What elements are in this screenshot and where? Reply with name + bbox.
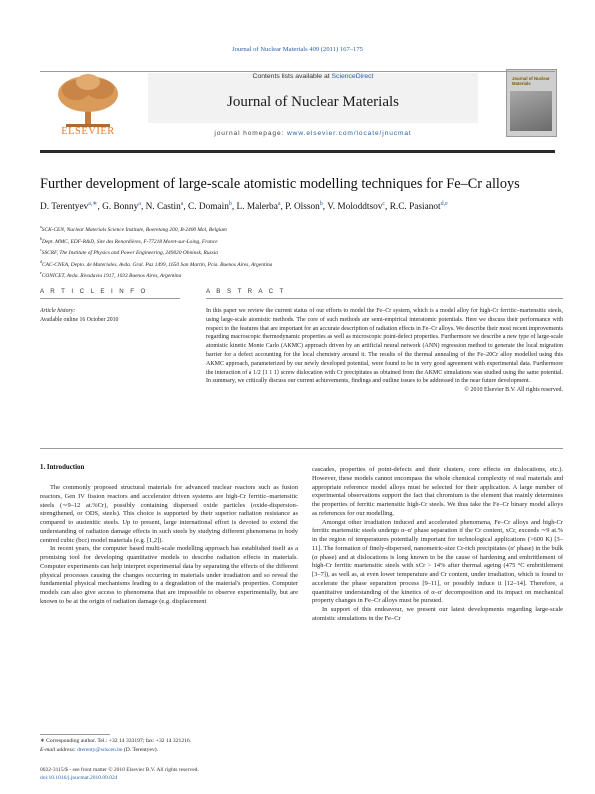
left-column [40, 484, 298, 607]
affiliation-key: c [40, 247, 42, 252]
bottom-meta [40, 766, 300, 783]
affiliation-item [40, 258, 540, 270]
affiliation-text: CONICET, Avda. Rivadavia 1917, 1033 Buenos Aires, Argentina [41, 272, 182, 279]
affiliation-text: Dept. MMC, EDF-R&D, Site des Renardières, F-77218 Moret-sur-Loing, France [42, 238, 218, 245]
article-info [40, 307, 180, 324]
author-name[interactable]: L. Malerba [236, 202, 278, 213]
body-paragraph: Amongst other irradiation induced and accelerated phenomena, Fe–Cr alloys and high-Cr ferritic martensitic steels undergo α–α′ phase separation if the Cr content, xCr, exceeds ∼9 at.% in the region of temperatures potentially important for technological applications (>600 K) [3–11]. The formation of finely-dispersed, nanometric-size Cr-rich precipitates (α′ phase) in the bulk (α phase) and at dislocations is long known to be the cause of hardening and embrittlement of high-Cr ferritic martensitic steels with xCr > 14% after thermal ageing (475 °C embrittlement [3–7]), as well as, at even lower temperature and Cr content, under irradiation, which is found to accelerate the phase separation process [9–11], or possibly induce it [12–14]. Therefore, a quantitative understanding of the kinetics of α–α′ decomposition and its impact on mechanical property changes in Fe–Cr alloys must be pursued. [312, 518, 563, 605]
email-link[interactable]: dterenty@sckcen.be [77, 746, 123, 753]
author-name[interactable]: V. Moloddtsov [327, 202, 383, 213]
author-name[interactable]: G. Bonny [102, 202, 139, 213]
abstract-body [206, 307, 563, 395]
author-affil-marker[interactable]: a [138, 201, 141, 207]
author-name[interactable]: R.C. Pasianot [389, 202, 441, 213]
author-affil-marker[interactable]: d,e [440, 201, 448, 207]
affiliation-list [40, 223, 540, 281]
email-line [40, 746, 300, 755]
journal-cover-title: Journal of Nuclear Materials [512, 76, 550, 86]
doi-link[interactable]: doi:10.1016/j.jnucmat.2010.09.024 [40, 775, 118, 782]
author-name[interactable]: D. Terentyev [40, 202, 89, 213]
issn-line: 0022-3115/$ - see front matter © 2010 Elsevier B.V. All rights reserved. [40, 767, 199, 773]
contents-prefix: Contents lists available at [252, 73, 332, 80]
author-name[interactable]: C. Domain [188, 202, 229, 213]
footnote [40, 737, 300, 754]
affiliation-key: a [40, 224, 42, 229]
sciencedirect-link[interactable]: ScienceDirect [331, 73, 374, 80]
contents-line [148, 73, 478, 80]
affiliation-item [40, 223, 540, 235]
affiliation-text: CAC-CNEA, Depto. de Materiales, Avda. Gral. Paz 1499, 1650 San Martín, Pcia. Buenos Aires, Argentina [42, 261, 273, 268]
author-affil-marker[interactable]: a [180, 201, 184, 207]
elsevier-wordmark: ELSEVIER [61, 126, 115, 137]
author-affil-marker[interactable]: b [228, 201, 232, 207]
journal-citation[interactable]: Journal of Nuclear Materials 409 (2011) 167–175 [232, 46, 363, 53]
affiliation-key: d [40, 258, 42, 264]
abstract-rule [206, 298, 563, 299]
affiliation-key: b [40, 235, 42, 241]
affiliation-text: SCK-CEN, Nuclear Materials Science Institute, Boeretang 200, B-2400 Mol, Belgium [41, 226, 227, 233]
affiliation-item [40, 269, 540, 281]
author-list: D. Terentyev$^{a,∗}$, G. Bonny$^a$, N. Castin$^a$, C. Domain$^b$, L. Malerba$^a$, P. Olsson$^b$, V. Moloddtsov$^c$, R.C. Pasianot$^{d,e}$ [40, 201, 448, 213]
body-paragraph: The commonly proposed structural materials for advanced nuclear reactors such as fusion reactors, Gen IV fission reactors and accelerator driven systems are high-Cr ferritic–martensitic steels (∼9–12 at.%Cr), possibly containing dispersed oxide particles (oxide-dispersion-strengthened, or ODS, steels). This choice is supported by their superior radiation resistance as compared to austenitic steels. Up to present, large international effort is devoted to extend the understanding of radiation damage effects in such steels by studying different phenomena in body centred cubic (bcc) model materials (e.g. [1,2]). [40, 484, 298, 544]
article-title: Further development of large-scale atomistic modelling techniques for Fe–Cr alloys [40, 176, 520, 192]
article-info-rule [40, 298, 180, 299]
homepage-prefix: journal homepage: [214, 130, 287, 137]
author-affil-marker[interactable]: a [277, 201, 281, 207]
affiliation-item [40, 246, 540, 258]
article-info-label: A R T I C L E I N F O [40, 288, 148, 295]
body-paragraph: In recent years, the computer based multi-scale modelling approach has established itself as a promising tool for developing quantitative models to describe radiation effects in materials. Computer experiments can help interpret experimental data by separating the effects of the different physical processes causing the changes occurring in materials under irradiation and so reveal the fundamental physical mechanisms leading to a degradation of the material's properties. Computer models can also give access to phenomena that are impossible to observe experimentally, but are known to be at the origin of radiation damage (e.g. displacement [40, 545, 298, 605]
email-suffix: (D. Terentyev). [122, 746, 159, 753]
copyright-notice: © 2010 Elsevier B.V. All rights reserved. [464, 387, 563, 394]
footnote-rule [40, 734, 110, 735]
abstract-label: A B S T R A C T [206, 288, 286, 295]
journal-homepage [148, 130, 478, 137]
article-history-label: Article history: [40, 308, 76, 314]
right-column [312, 466, 563, 624]
article-history-value: Available online 16 October 2010 [40, 316, 119, 323]
author-affil-marker[interactable]: b [319, 201, 323, 207]
homepage-link[interactable]: www.elsevier.com/locate/jnucmat [287, 130, 412, 137]
header-bottom-rule [40, 150, 555, 153]
journal-cover-photo [510, 91, 552, 131]
corresponding-author: ∗ Corresponding author. Tel.: +32 14 333197; fax: +32 14 321216. [40, 738, 192, 744]
affiliation-text: SSCRF, The Institute of Physics and Power Engineering, 249020 Obninsk, Russia [41, 249, 218, 256]
abstract-bottom-rule [40, 448, 563, 449]
header-top-rule [40, 71, 555, 72]
body-paragraph: cascades, properties of point-defects and their clusters, core effects on dislocations, etc.). However, these models cannot encompass the whole chemical complexity of real materials and appropriate reference model alloys must be selected for their application. A large number of experimental observations support the fact that chromium is the element that mainly determines the properties of ferritic martensitic high-Cr steels. We thus take the Fe–Cr binary model alloys as references for our modelling. [312, 466, 563, 517]
author-name[interactable]: P. Olsson [285, 202, 320, 213]
author-affil-marker[interactable]: c [382, 201, 386, 207]
author-affil-marker[interactable]: a,∗ [88, 201, 98, 207]
abstract-text: In this paper we review the current status of our efforts to model the Fe–Cr system, which is a model alloy for high-Cr ferritic–martensitic steels, using large-scale atomistic methods. The core of such methods are semi-empirical interatomic potentials. Here we discuss their performance with respect to the features that are important for an accurate description of radiation effects in Fe–Cr alloys. We describe their most recent improvements regarding macroscopic thermodynamic properties as well as microscopic point-defect properties. Furthermore we describe a new type of large-scale atomistic kinetic Monte Carlo (AKMC) approach driven by an artificial neural network (ANN) regression method to generate the local migration barrier for a defect accounting for the local chemistry around it. The results of the thermal annealing of the Fe–20Cr alloy modelled using this AKMC approach, parameterized by our newly developed potential, were found to be in very good agreement with experimental data. Furthermore the interaction of a 1/2 ⟨1 1 1⟩ screw dislocation with Cr precipitates as obtained from the AKMC simulations was studied using the same potential. In summary, we critically discuss our current achievements, findings and outline issues to be addressed in the near future development. [206, 308, 563, 385]
author-name[interactable]: N. Castin [145, 202, 181, 213]
email-label: E-mail address: [40, 746, 78, 753]
body-paragraph: In support of this endeavour, we present our latest developments regarding large-scale atomistic simulations in the Fe–Cr [312, 606, 563, 622]
introduction-heading: 1. Introduction [40, 464, 85, 471]
journal-title: Journal of Nuclear Materials [226, 94, 400, 110]
affiliation-item [40, 235, 540, 247]
affiliation-key: e [40, 270, 42, 275]
